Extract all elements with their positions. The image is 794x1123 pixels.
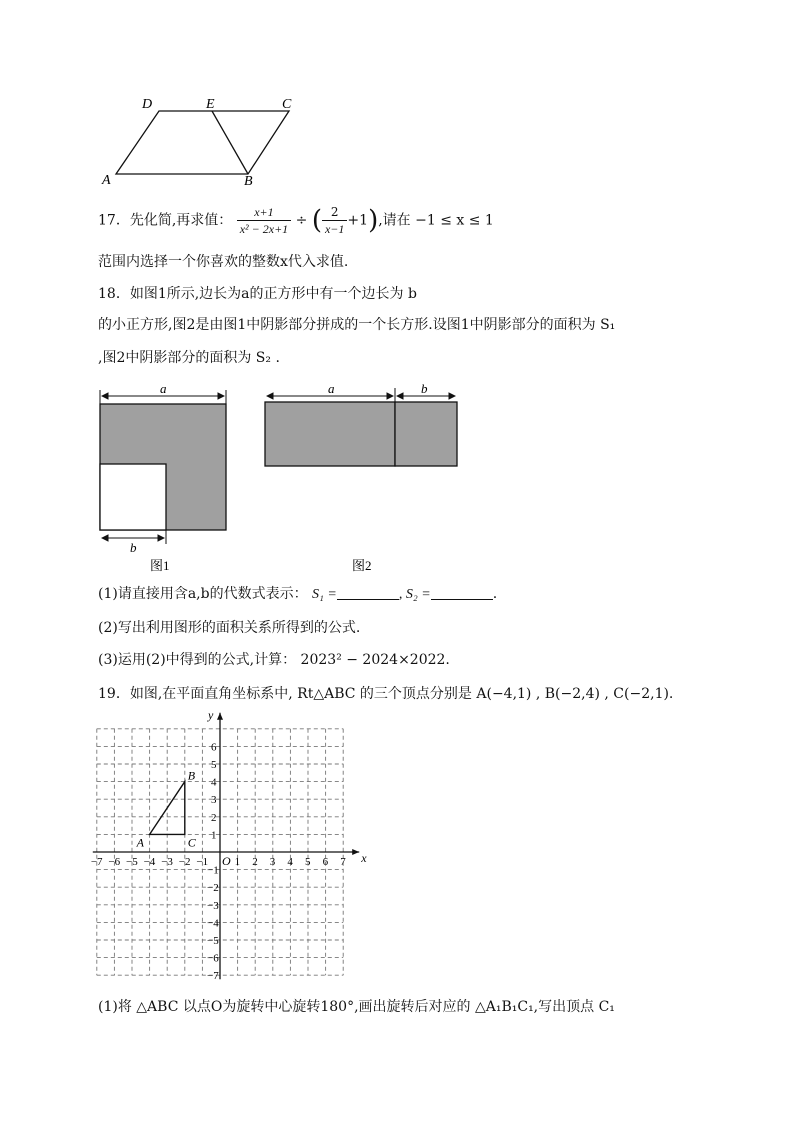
q18-line1: 18．如图1所示,边长为a的正方形中有一个边长为 b: [98, 286, 417, 302]
q17-plus-one: +1: [347, 212, 369, 229]
q17-frac2-denominator: x−1: [324, 222, 345, 236]
q17-lead: 先化简,再求值：: [129, 212, 233, 229]
q18-line3: ,图2中阴影部分的面积为 S₂ .: [98, 350, 280, 366]
fig1-inner-square: [100, 464, 166, 530]
x-tick-label: −3: [161, 856, 173, 868]
y-tick-label: 1: [211, 829, 217, 842]
fig2-label-b: b: [421, 381, 428, 396]
axis-label-y: y: [208, 707, 214, 722]
q19-sub1: (1)将 △ABC 以点O为旋转中心旋转180°,画出旋转后对应的 △A₁B₁C₁,写出顶点 C₁: [98, 999, 615, 1015]
q17-left-paren: (: [311, 205, 322, 236]
x-tick-label: −7: [90, 856, 103, 868]
answer-blank-s1[interactable]: [337, 585, 399, 600]
label-e: E: [206, 97, 215, 112]
x-tick-label: 6: [322, 856, 329, 868]
q17-divide-sign: ÷: [295, 212, 308, 229]
q17-fraction-1: [237, 204, 291, 237]
y-tick-label: −7: [207, 970, 219, 983]
fig1-label-b: b: [130, 540, 137, 555]
fig1-label-a: a: [160, 381, 167, 396]
segment-eb: [212, 111, 248, 174]
x-tick-label: 3: [269, 856, 276, 868]
q18-sub3: (3)运用(2)中得到的公式,计算： 2023² − 2024×2022.: [98, 652, 450, 668]
x-tick-label: 1: [234, 856, 241, 868]
y-tick-label: −1: [207, 864, 219, 877]
fig2-label-a: a: [328, 381, 335, 396]
q18-sub1-s1: S₁ =: [312, 587, 337, 602]
q19-line1: 19．如图,在平面直角坐标系中, Rt△ABC 的三个顶点分别是 A(−4,1) , B(−2,4) , C(−2,1).: [98, 686, 674, 702]
y-tick-label: −2: [207, 882, 219, 895]
axis-label-x: x: [361, 851, 367, 865]
answer-blank-s2[interactable]: [431, 585, 493, 600]
point-label-a: A: [136, 835, 144, 850]
fig2-caption: 图2: [352, 558, 372, 573]
label-b: B: [244, 174, 253, 189]
q17-number: 17．: [98, 212, 130, 229]
x-tick-label: 2: [252, 856, 258, 868]
x-tick-label: −2: [178, 856, 191, 868]
q18-sub2: (2)写出利用图形的面积关系所得到的公式.: [98, 620, 361, 636]
y-tick-label: 5: [211, 759, 217, 771]
x-tick-label: 7: [340, 856, 346, 868]
parallelogram-figure: [96, 94, 316, 190]
fig1-caption: 图1: [150, 558, 170, 573]
x-tick-label: −1: [196, 856, 209, 868]
q18-sub1-prefix: (1)请直接用含a,b的代数式表示：: [98, 586, 308, 602]
origin-label: O: [222, 854, 231, 868]
x-tick-label: 5: [305, 856, 311, 868]
q17-right-paren: ): [368, 205, 379, 236]
figure-1: [94, 382, 234, 574]
y-tick-label: −6: [207, 952, 219, 965]
x-tick-label: −5: [126, 856, 138, 868]
triangle-abc: [150, 782, 185, 835]
q17-frac2-numerator: 2: [322, 204, 347, 221]
q17-line2: 范围内选择一个你喜欢的整数x代入求值.: [98, 254, 349, 270]
y-tick-label: 6: [211, 741, 217, 754]
y-tick-label: −5: [207, 935, 219, 947]
y-tick-label: −4: [207, 917, 219, 930]
figure-2: [260, 382, 470, 574]
q18-line2: 的小正方形,图2是由图1中阴影部分拼成的一个长方形.设图1中阴影部分的面积为 S₁: [98, 317, 616, 333]
fig2-rect-a: [265, 402, 395, 466]
coordinate-grid: [90, 707, 386, 986]
axes: [90, 713, 359, 979]
point-label-c: C: [187, 835, 196, 850]
q17-tail: ,请在 −1 ≤ x ≤ 1: [378, 212, 494, 229]
q17-frac1-numerator: x+1: [237, 204, 291, 221]
q17-fraction-2: [322, 204, 347, 237]
fig2-rect-b: [395, 402, 457, 466]
y-axis-arrow: [217, 713, 223, 720]
q18-sub1-end: .: [492, 586, 498, 602]
q18-sub1-s2: , S₂ =: [398, 587, 431, 602]
q17-frac1-denominator: x² − 2x+1: [239, 222, 289, 236]
point-label-b: B: [187, 768, 196, 783]
x-tick-label: −6: [108, 856, 121, 868]
y-tick-label: 4: [211, 776, 217, 789]
q18-sub1: [98, 584, 497, 605]
x-tick-label: 4: [287, 856, 293, 868]
y-tick-label: 2: [211, 811, 217, 824]
y-tick-label: 3: [211, 794, 217, 807]
label-d: D: [142, 97, 153, 112]
x-axis-arrow: [352, 849, 359, 855]
x-tick-label: −4: [143, 856, 156, 868]
q17-line1: [98, 204, 494, 237]
label-c: C: [282, 97, 292, 112]
label-a: A: [102, 173, 111, 188]
parallelogram-shape: [116, 111, 289, 174]
y-tick-label: −3: [207, 899, 219, 912]
